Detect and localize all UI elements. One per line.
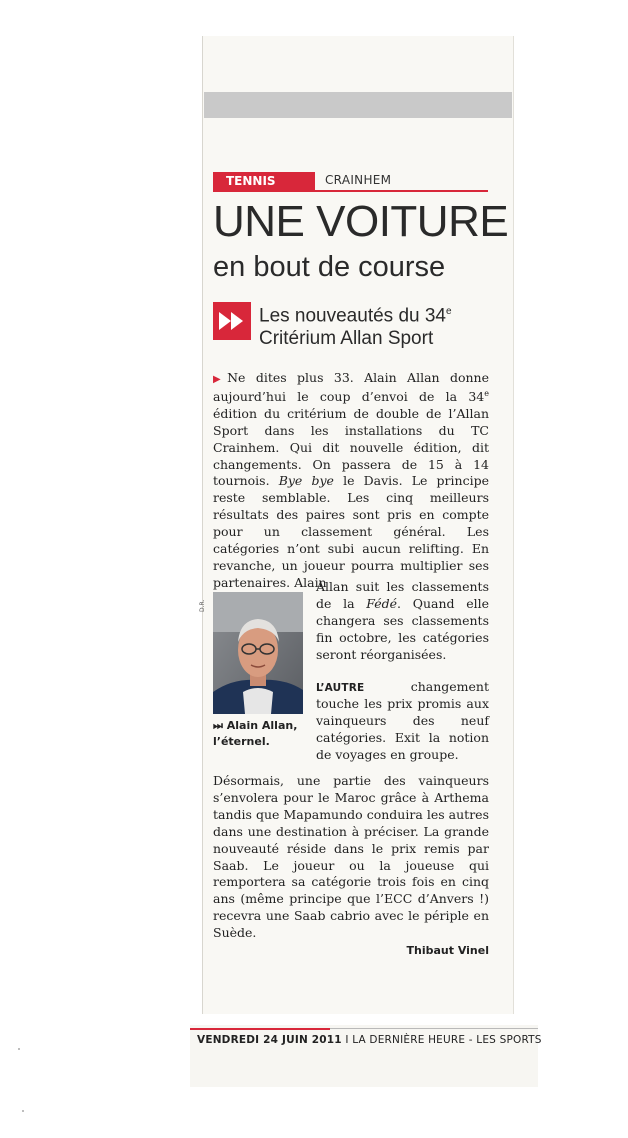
article-body-bottom: Désormais, une partie des vainqueurs s’envolera pour le Maroc grâce à Arthema tandis que Mapamundo conduira les autres dans une destination à préciser. La grande nouveauté réside dans le prix remis par Saab. Le joueur ou la joueuse qui remportera sa catégorie trois fois en cinq ans (même principe que l’ECC d’Anvers !) recevra une Saab cabrio avec le périple en Suède.: [213, 773, 489, 941]
headline-secondary: en bout de course: [213, 251, 446, 283]
triangle-right-icon: ▶: [213, 374, 228, 385]
photo-credit: D.R.: [199, 599, 206, 612]
article-body-top: ▶Ne dites plus 33. Alain Allan donne aujourd’hui le coup d’envoi de la 34e édition du critérium de double de l’Allan Sport dans les installations du TC Crainhem. Qui dit nouvelle édition, dit changements. On passera de 15 à 14 tournois. Bye bye le Davis. Le principe reste semblable. Les cinq meilleurs résultats des paires sont pris en compte pour un classement général. Les catégories n’ont subi aucun relifting. En revanche, un joueur pourra multiplier ses partenaires. Alain: [213, 370, 489, 590]
paragraph-lead: L’AUTRE: [316, 681, 365, 694]
footer-accent-line: [190, 1028, 330, 1030]
photo-caption: ⏭ Alain Allan, l’éternel.: [213, 719, 298, 748]
article-body-narrow: Allan suit les classements de la Fédé. Quand elle changera ses classements fin octobre, les catégories seront réorganisées. L’AUTRE changement touche les prix promis aux vainqueurs des neuf catégories. Exit la notion de voyages en groupe.: [316, 579, 490, 763]
scan-speck: [22, 1110, 24, 1112]
section-location: CRAINHEM: [325, 173, 392, 187]
fast-forward-icon: ⏭: [213, 719, 223, 732]
fast-forward-icon: [213, 302, 251, 340]
portrait-photo: [213, 592, 303, 714]
section-kicker: [213, 172, 488, 192]
scan-speck: [18, 1048, 20, 1050]
byline: Thibaut Vinel: [406, 944, 489, 957]
footer-text: VENDREDI 24 JUIN 2011 I LA DERNIÈRE HEURE - LES SPORTS: [197, 1034, 542, 1046]
grey-banner: [204, 92, 512, 118]
footer-rule: [330, 1028, 538, 1029]
subheadline: Les nouveautés du 34e Critérium Allan Sport: [259, 305, 452, 350]
section-tag: TENNIS: [213, 172, 315, 190]
headline-main: UNE VOITURE: [213, 197, 509, 246]
